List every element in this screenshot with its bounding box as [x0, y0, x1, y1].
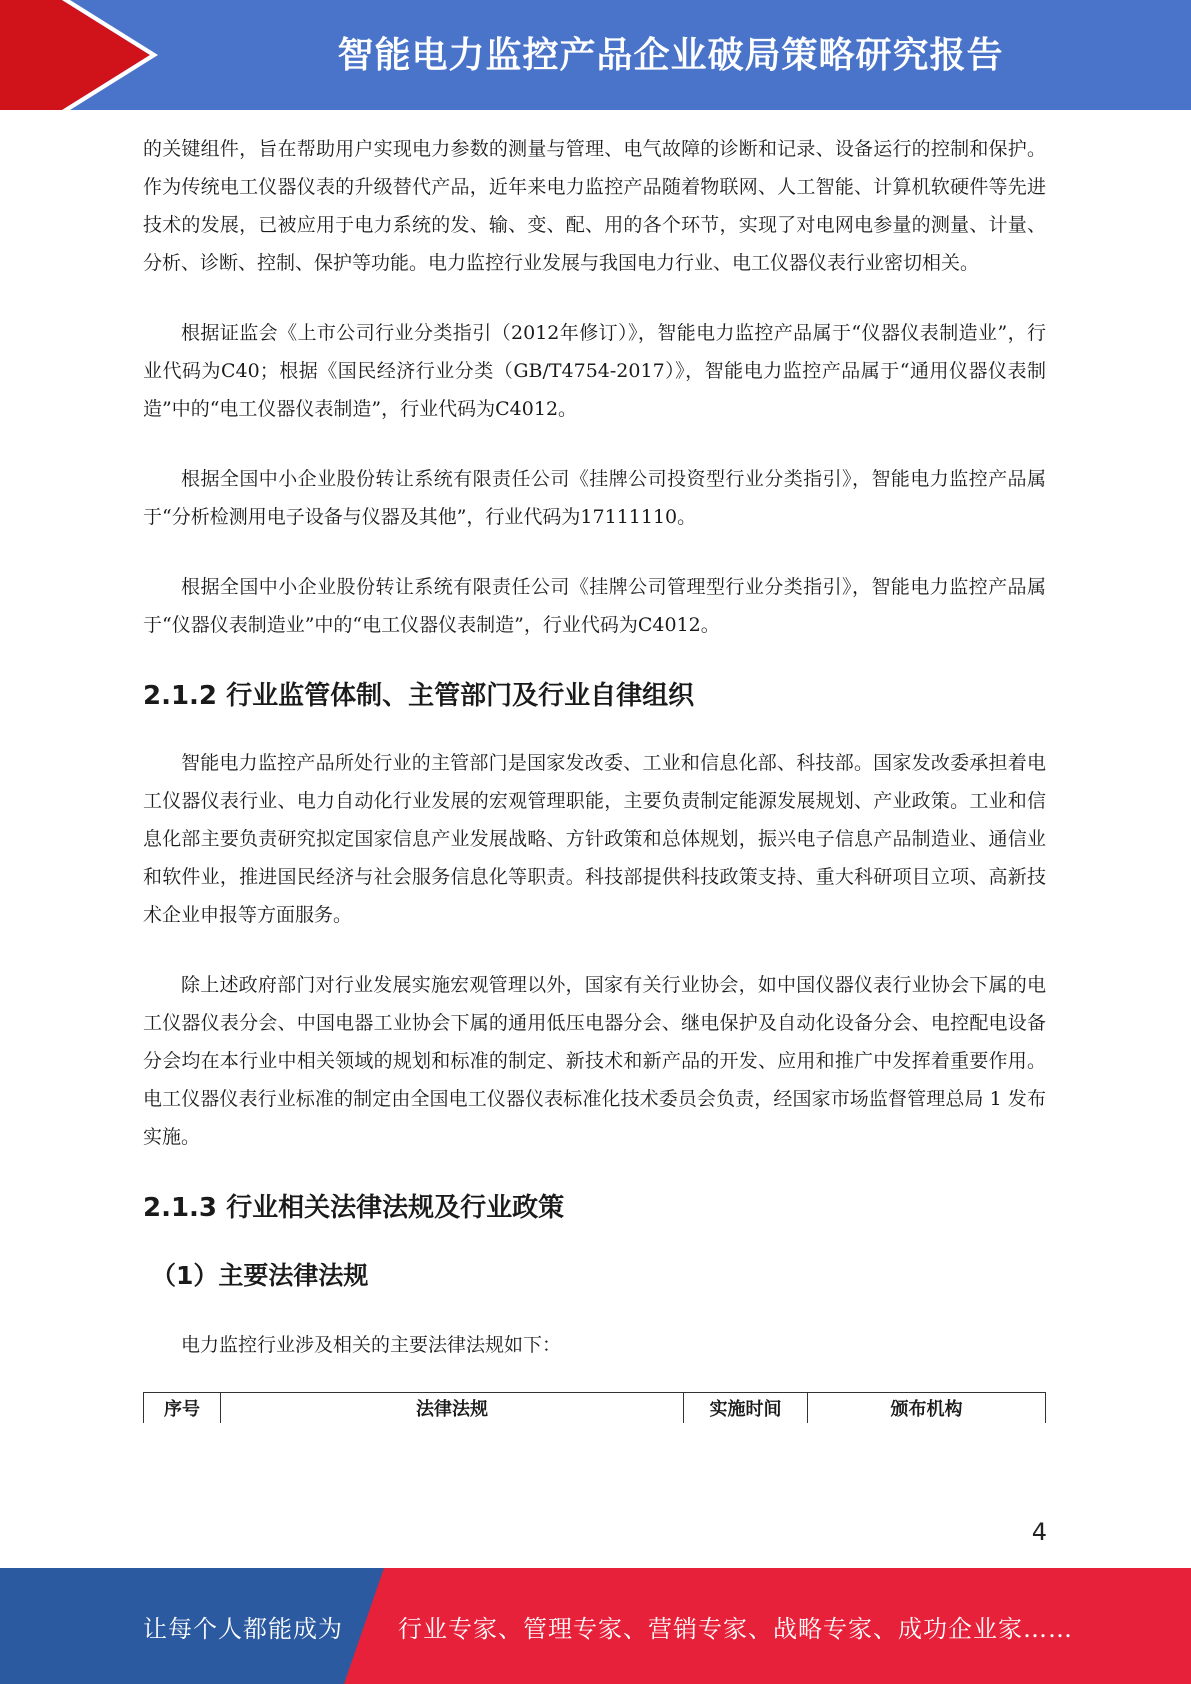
column-header-index: 序号: [144, 1393, 221, 1424]
document-body: [143, 130, 1046, 1423]
paragraph-investment-classification: 根据全国中小企业股份转让系统有限责任公司《挂牌公司投资型行业分类指引》，智能电力监控产品属于“分析检测用电子设备与仪器及其他”，行业代码为17111110。: [143, 468, 1046, 528]
paragraph-laws-intro: 电力监控行业涉及相关的主要法律法规如下：: [181, 1334, 562, 1356]
paragraph-associations: 除上述政府部门对行业发展实施宏观管理以外，国家有关行业协会，如中国仪器仪表行业协会下属的电工仪器仪表分会、中国电器工业协会下属的通用低压电器分会、继电保护及自动化设备分会、电控配电设备分会均在本行业中相关领域的规划和标准的制定、新技术和新产品的开发、应用和推广中发挥着重要作用。电工仪器仪表行业标准的制定由全国电工仪器仪表标准化技术委员会负责，经国家市场监督管理总局 1 发布实施。: [143, 974, 1046, 1148]
page-header: [0, 0, 1191, 110]
paragraph-csrc-classification: 根据证监会《上市公司行业分类指引（2012年修订）》，智能电力监控产品属于“仪器仪表制造业”，行业代码为C40；根据《国民经济行业分类（GB/T4754-2017）》，智能电力监控产品属于“通用仪器仪表制造”中的“电工仪器仪表制造”，行业代码为C4012。: [143, 322, 1046, 420]
page-footer: [0, 1568, 1191, 1684]
paragraph-regulators: 智能电力监控产品所处行业的主管部门是国家发改委、工业和信息化部、科技部。国家发改委承担着电工仪器仪表行业、电力自动化行业发展的宏观管理职能，主要负责制定能源发展规划、产业政策。工业和信息化部主要负责研究拟定国家信息产业发展战略、方针政策和总体规划，振兴电子信息产品制造业、通信业和软件业，推进国民经济与社会服务信息化等职责。科技部提供科技政策支持、重大科研项目立项、高新技术企业申报等方面服务。: [143, 752, 1046, 926]
report-title: 智能电力监控产品企业破局策略研究报告: [337, 34, 1004, 76]
column-header-law: 法律法规: [221, 1393, 684, 1424]
laws-table: [143, 1392, 1046, 1423]
footer-slogan-left: 让每个人都能成为: [143, 1614, 343, 1643]
footer-slogan-right: 行业专家、管理专家、营销专家、战略专家、成功企业家……: [398, 1614, 1073, 1643]
page-number: 4: [1031, 1518, 1047, 1546]
section-heading-2-1-3: 2.1.3 行业相关法律法规及行业政策: [143, 1193, 565, 1223]
paragraph-intro-continued: 的关键组件，旨在帮助用户实现电力参数的测量与管理、电气故障的诊断和记录、设备运行的控制和保护。作为传统电工仪器仪表的升级替代产品，近年来电力监控产品随着物联网、人工智能、计算机软硬件等先进技术的发展，已被应用于电力系统的发、输、变、配、用的各个环节，实现了对电网电参量的测量、计量、分析、诊断、控制、保护等功能。电力监控行业发展与我国电力行业、电工仪器仪表行业密切相关。: [143, 138, 1046, 274]
table-header-row: [144, 1393, 1046, 1424]
column-header-effective-date: 实施时间: [684, 1393, 808, 1424]
section-heading-2-1-2: 2.1.2 行业监管体制、主管部门及行业自律组织: [143, 681, 695, 711]
column-header-issuer: 颁布机构: [808, 1393, 1046, 1424]
subsection-heading-laws: （1）主要法律法规: [151, 1261, 369, 1290]
paragraph-management-classification: 根据全国中小企业股份转让系统有限责任公司《挂牌公司管理型行业分类指引》，智能电力监控产品属于“仪器仪表制造业”中的“电工仪器仪表制造”，行业代码为C4012。: [143, 576, 1046, 636]
